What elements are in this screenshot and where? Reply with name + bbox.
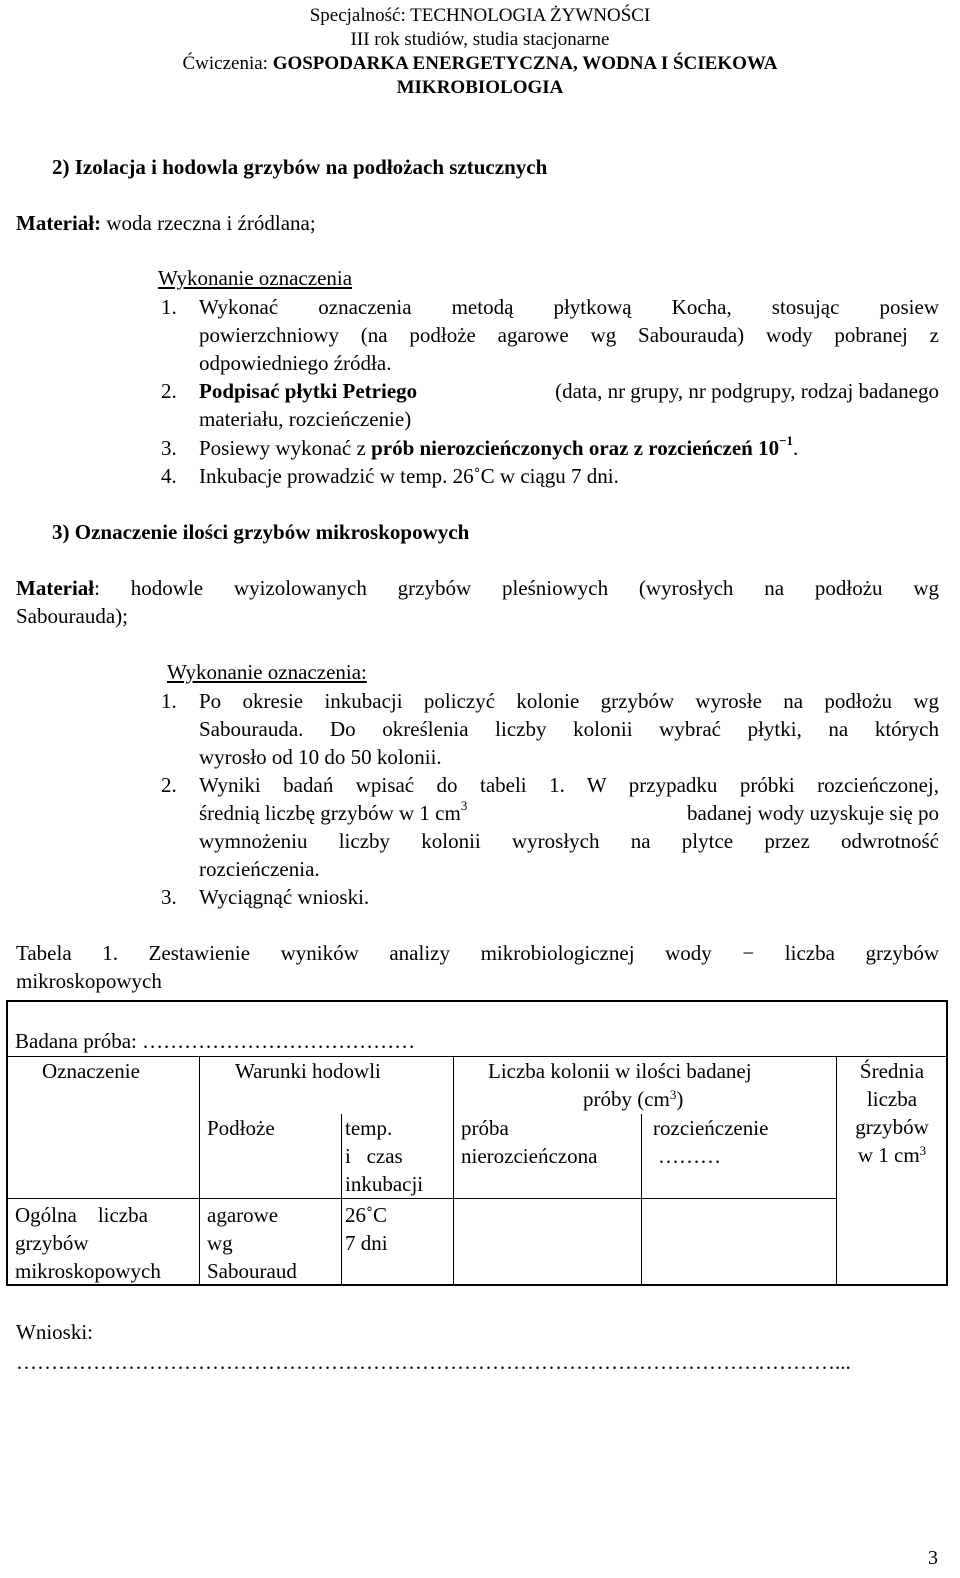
row-temp-1: 26˚C [345, 1203, 387, 1227]
material3-label: Materiał [16, 576, 95, 600]
header-course-title: GOSPODARKA ENERGETYCZNA, WODNA I ŚCIEKOWA [272, 53, 778, 74]
table-col-divider-1 [199, 1056, 200, 1286]
material-text: woda rzeczna i źródlana; [101, 211, 316, 235]
conclusions-label: Wnioski: [16, 1320, 93, 1344]
section2-step1-line2: powierzchniowy (na podłoże agarowe wg Sabourauda) wody pobranej z [199, 323, 939, 347]
col-srednia-3: grzybów [855, 1115, 929, 1139]
section3-step1-num: 1. [161, 689, 177, 713]
col-oznaczenie: Oznaczenie [42, 1059, 140, 1083]
section2-step4-num: 4. [161, 464, 177, 488]
step3-bold: prób nierozcieńczonych oraz z rozcieńczeń 10 [371, 436, 780, 460]
header-course [0, 54, 960, 73]
section2-step1-line1: Wykonać oznaczenia metodą płytkową Kocha, stosując posiew [199, 295, 939, 319]
table-col-divider-2 [453, 1056, 454, 1286]
row-podloze-2: wg [207, 1231, 233, 1255]
results-table [6, 1000, 948, 1286]
table-col-divider-temp [341, 1114, 342, 1286]
step2-rest: (data, nr grupy, nr podgrupy, rodzaj badanego [555, 379, 939, 403]
header-specialty: Specjalność: TECHNOLOGIA ŻYWNOŚCI [309, 5, 651, 26]
section3-material-line1 [16, 578, 939, 599]
section3-step2-line1: Wyniki badań wpisać do tabeli 1. W przypadku próbki rozcieńczonej, [199, 773, 939, 797]
table-caption-line2: mikroskopowych [16, 969, 162, 993]
material-label: Materiał: [16, 211, 102, 235]
row-label-2: grzybów [15, 1231, 89, 1255]
col-liczba-line2-end: ) [676, 1087, 684, 1111]
col-srednia-4-text: w 1 cm [857, 1143, 920, 1167]
col-liczba-line2 [583, 1085, 683, 1113]
header-subject: MIKROBIOLOGIA [396, 77, 564, 98]
step2-line2a-wrap [199, 798, 468, 825]
section2-step1-line3: odpowiedniego źródła. [199, 351, 392, 375]
section3-step2-line3: wymnożeniu liczby kolonii wyrosłych na plytce przez odwrotność [199, 829, 939, 853]
sample-dots: ………………………………… [142, 1029, 416, 1053]
section3-material-line2: Sabourauda); [16, 604, 128, 628]
step2-bold: Podpisać płytki Petriego [199, 379, 418, 403]
sub-rozcienczenie-dots: ……… [658, 1144, 721, 1168]
page-number: 3 [928, 1547, 938, 1569]
col-srednia-4 [837, 1141, 947, 1169]
col-liczba-sup: 3 [669, 1087, 677, 1102]
sub-proba-2: nierozcieńczona [461, 1144, 598, 1168]
sub-proba-1: próba [461, 1116, 509, 1140]
table-caption-line1: Tabela 1. Zestawienie wyników analizy mikrobiologicznej wody − liczba grzybów [16, 941, 939, 965]
sub-rozcienczenie: rozcieńczenie [653, 1116, 769, 1140]
step3-plain: Posiewy wykonać z [199, 436, 372, 460]
section2-step2-line2: materiału, rozcieńczenie) [199, 407, 412, 431]
section3-step3-num: 3. [161, 885, 177, 909]
table-border-top [6, 1000, 948, 1002]
row-label-3: mikroskopowych [15, 1259, 161, 1283]
table-row-divider-1 [6, 1056, 948, 1057]
section3-procedure-heading: Wykonanie oznaczenia: [167, 660, 367, 684]
table-col-divider-rozc [641, 1114, 642, 1286]
col-srednia-2: liczba [866, 1087, 918, 1111]
col-warunki: Warunki hodowli [235, 1059, 381, 1083]
col-liczba-line1: Liczba kolonii w ilości badanej [488, 1059, 752, 1083]
section3-title: 3) Oznaczenie ilości grzybów mikroskopowych [52, 520, 470, 544]
header-course-prefix: Ćwiczenia: [182, 53, 273, 74]
section2-step3-num: 3. [161, 436, 177, 460]
step2-line2-sup: 3 [460, 798, 468, 813]
section3-step3: Wyciągnąć wnioski. [199, 885, 370, 909]
section2-step2-num: 2. [161, 379, 177, 403]
sub-temp-2: i czas [345, 1144, 403, 1168]
section3-step1-line2: Sabourauda. Do określenia liczby kolonii wybrać płytki, na których [199, 717, 939, 741]
sample-row [15, 1027, 415, 1055]
section2-procedure-heading: Wykonanie oznaczenia [158, 266, 353, 290]
section2-step4: Inkubacje prowadzić w temp. 26˚C w ciągu 7 dni. [199, 464, 619, 488]
row-label-1: Ogólna liczba [15, 1203, 148, 1227]
section2-step3 [199, 433, 799, 460]
step3-end: . [793, 436, 799, 460]
section3-step2-line4: rozcieńczenia. [199, 857, 320, 881]
table-row-divider-2 [6, 1198, 836, 1199]
row-podloze-1: agarowe [207, 1203, 279, 1227]
section3-step1-line3: wyrosło od 10 do 50 kolonii. [199, 745, 442, 769]
col-srednia-sup: 3 [919, 1143, 927, 1158]
section2-step2-line1 [199, 381, 939, 402]
col-srednia-1: Średnia [859, 1059, 925, 1083]
step3-sup: −1 [779, 433, 794, 448]
table-border-left [6, 1000, 8, 1286]
section2-material [16, 213, 316, 234]
section3-step2-num: 2. [161, 773, 177, 797]
row-podloze-3: Sabouraud [207, 1259, 297, 1283]
row-temp-2: 7 dni [345, 1231, 388, 1255]
material3-text: : hodowle wyizolowanych grzybów pleśniowych (wyrosłych na podłożu wg [94, 576, 939, 600]
section2-title: 2) Izolacja i hodowla grzybów na podłożach sztucznych [52, 155, 548, 179]
conclusions-dots: ………………………………………………………………………………………………………... [16, 1352, 851, 1373]
sub-podloze: Podłoże [207, 1116, 275, 1140]
col-liczba-line2-text: próby (cm [583, 1087, 670, 1111]
section3-step2-line2 [199, 798, 939, 825]
section2-step1-num: 1. [161, 295, 177, 319]
sub-temp-1: temp. [345, 1116, 393, 1140]
step2-line2a: średnią liczbę grzybów w 1 cm [199, 801, 461, 825]
header-year: III rok studiów, studia stacjonarne [350, 29, 610, 50]
section3-step1-line1: Po okresie inkubacji policzyć kolonie grzybów wyrosłe na podłożu wg [199, 689, 939, 713]
sub-temp-3: inkubacji [345, 1172, 424, 1196]
sample-label: Badana próba: [15, 1029, 143, 1053]
step2-line2b: badanej wody uzyskuje się po [687, 801, 939, 825]
